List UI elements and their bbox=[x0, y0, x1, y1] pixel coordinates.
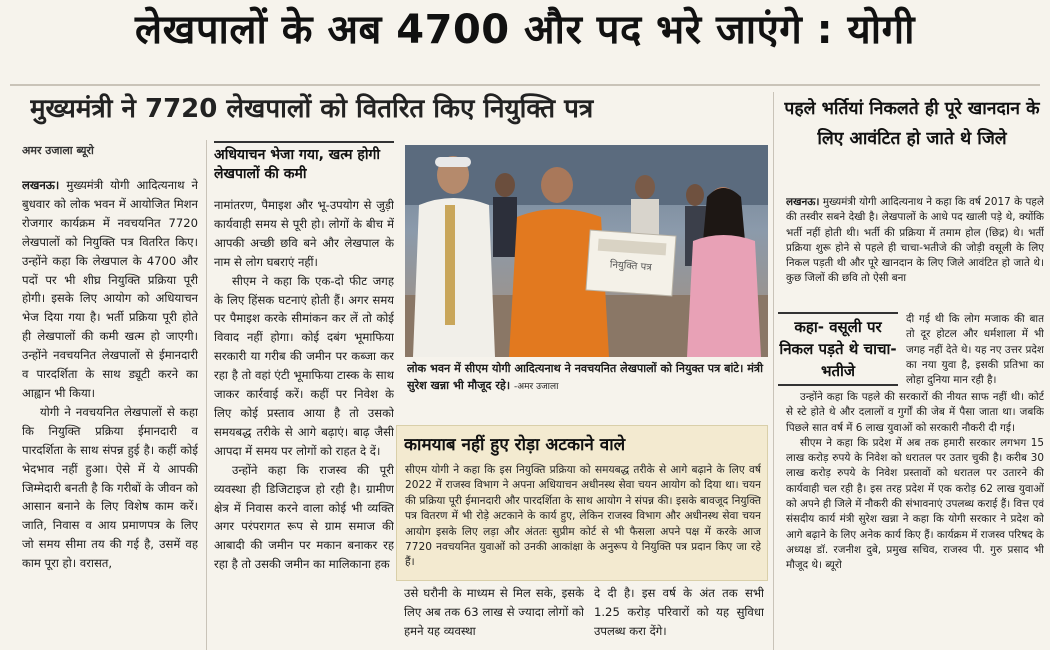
column-2-heading: अधियाचन भेजा गया, खत्म होगी लेखपालों की कमी bbox=[214, 141, 394, 184]
attendee-head bbox=[686, 184, 704, 206]
column-divider-2 bbox=[773, 92, 774, 650]
person-stole bbox=[445, 205, 455, 325]
headline-divider bbox=[10, 84, 1040, 86]
attendee-head bbox=[495, 173, 515, 197]
pull-quote: कहा- वसूली पर निकल पड़ते थे चाचा-भतीजे bbox=[778, 312, 898, 386]
recipient-hair bbox=[703, 188, 745, 241]
right-story-heading: पहले भर्तियां निकलते ही पूरे खानदान के लिए आवंटित हो जाते थे जिले bbox=[784, 99, 1040, 149]
photo-caption bbox=[407, 360, 767, 396]
col1-paragraph-1 bbox=[22, 176, 198, 403]
right-dateline: लखनऊ। bbox=[786, 196, 820, 208]
photo-illustration bbox=[405, 145, 768, 357]
right-story-text-side: दी गई थी कि लोग मजाक की बात तो दूर होटल और धर्मशाला में भी जगह नहीं देते थे। यह नए उत्तर प्रदेश का नया युवा है, इसकी प्रतिभा का लोहा दुनिया मान रही है। bbox=[906, 313, 1044, 387]
right-story-text-bottom bbox=[786, 390, 1044, 650]
right-story-paragraph-2: उन्होंने कहा कि पहले की सरकारों की नीयत साफ नहीं थी। कोर्ट से स्टे होते थे और दलालों व गुर्गों की जेब में पैसा जाता था। जबकि पिछले सात वर्ष में 6 लाख युवाओं को सरकारी नौकरी दी गई। bbox=[786, 391, 1044, 434]
highlight-text: सीएम योगी ने कहा कि इस नियुक्ति प्रक्रिया को समयबद्ध तरीके से आगे बढ़ाने के लिए वर्ष 2022 में राजस्व विभाग ने अपना अधियाचन अधीनस्थ सेवा चयन आयोग को दिया था। चयन की प्रक्रिया पूरी ईमानदारी और पारदर्शिता के साथ आयोग ने संपन्न की। इसके बावजूद नियुक्ति पत्र वितरण में भी रोड़े अटकाने के कार्य हुए, लेकिन राजस्व विभाग और अधीनस्थ सेवा चयन आयोग इसके लिए लड़ा और अंततः सुप्रीम कोर्ट से भी फैसला अपने पक्ष में करके आज 7720 नवचयनित युवाओं को उनकी आकांक्षा के अनुरूप ये नियुक्ति पत्र प्रदान किए जा रहे हैं। bbox=[405, 464, 761, 569]
dateline: लखनऊ। bbox=[22, 178, 60, 192]
person-hair bbox=[435, 157, 471, 167]
event-photo bbox=[405, 145, 768, 357]
col2-paragraph-2: सीएम ने कहा कि एक-दो फीट जगह के लिए हिंसक घटनाएं होती हैं। अगर समय पर पैमाइश करके सीमांकन कर लें तो कोई विवाद नहीं होगा। कोई दबंग भूमाफिया सरकारी या गरीब की जमीन पर कब्जा कर रहा है तो वहां एंटी भूमाफिया टास्क के साथ जाकर कार्रवाई करें। कहीं पर निवेश के लिए कोई प्रस्ताव आया है तो उसको समयबद्ध तरीके से आगे बढ़ाएं। बाढ़ जैसी आपदा में समय पर लोगों को राहत दे दें। bbox=[214, 273, 394, 458]
column-divider-1 bbox=[206, 140, 207, 650]
col2-paragraph-3: उन्होंने कहा कि राजस्व की पूरी व्यवस्था ही डिजिटाइज हो रही है। ग्रामीण क्षेत्र में निवास करने वाला कोई भी व्यक्ति अगर परंपरागत रूप से ग्राम समाज की आबादी की जमीन पर मकान बनाकर रह रहा है तो उसकी जमीन का मालिकाना हक bbox=[214, 462, 394, 572]
column-2-text bbox=[214, 196, 394, 650]
attendee-head bbox=[635, 175, 655, 199]
right-story-paragraph-1: मुख्यमंत्री योगी आदित्यनाथ ने कहा कि वर्ष 2017 के पहले की तस्वीर सबने देखी है। लेखपालों के आधे पद खाली पड़े थे, क्योंकि भर्ती नहीं होती थी। भर्ती की प्रक्रिया में तमाम होल (छिद्र) थे। भर्ती प्रक्रिया शुरू होने से पहले ही चाचा-भतीजे की जोड़ी वसूली के लिए निकल पड़ती थी और पूरे खानदान के लिए जिले आवंटित हो जाते थे। कुछ जिलों की छवि तो ऐसी बना bbox=[786, 196, 1044, 285]
col2-paragraph-1: नामांतरण, पैमाइश और भू-उपयोग से जुड़ी कार्यवाही समय से पूरी हो। लोगों के बीच में आपकी अच्छी छवि बने और लेखपाल के नाम से लोग घबराएं नहीं। bbox=[214, 198, 394, 269]
headline: लेखपालों के अब 4700 और पद भरे जाएंगे : योगी bbox=[134, 7, 916, 53]
recipient-dress bbox=[687, 235, 761, 357]
photo-caption-text: लोक भवन में सीएम योगी आदित्यनाथ ने नवचयनित लेखपालों को नियुक्त पत्र बांटे। मंत्री सुरेश खन्ना भी मौजूद रहे। bbox=[407, 362, 763, 392]
byline: अमर उजाला ब्यूरो bbox=[22, 144, 94, 157]
attendee-body bbox=[493, 197, 517, 257]
bottom-text-left: उसे घरौनी के माध्यम से मिल सके, इसके लिए अब तक 63 लाख से ज्यादा लोगों को हमने यह व्यवस्था bbox=[404, 586, 584, 638]
right-story-paragraph-3: सीएम ने कहा कि प्रदेश में अब तक हमारी सरकार लगभग 15 लाख करोड़ रुपये के निवेश को धरातल पर उतार चुकी है। करीब 30 लाख करोड़ रुपये के निवेश प्रस्तावों को धरातल पर उतारने की कार्यवाही चल रही है। इस तरह प्रदेश में एक करोड़ 62 लाख युवाओं को अपने ही जिले में नौकरी की संभावनाएं उपलब्ध कराई हैं। वित्त एवं संसदीय कार्य मंत्री सुरेश खन्ना ने कहा कि योगी सरकार ने प्रदेश को आगे बढ़ाने के लिए अनेक कार्य किए हैं। कार्यक्रम में राजस्व परिषद के अध्यक्ष डॉ. रजनीश दुबे, प्रमुख सचिव, राजस्व पी. गुरु प्रसाद भी मौजूद थे। ब्यूरो bbox=[786, 436, 1044, 572]
highlight-heading: कामयाब नहीं हुए रोड़ा अटकाने वाले bbox=[404, 435, 626, 455]
right-story-text-top bbox=[786, 195, 1044, 307]
photo-credit: -अमर उजाला bbox=[514, 382, 559, 392]
col1-paragraph-2: योगी ने नवचयनित लेखपालों से कहा कि नियुक्ति प्रक्रिया ईमानदारी व पारदर्शिता के साथ संपन्न हुई है। कहीं कोई भेदभाव नहीं हुआ। ऐसे में ये आपकी जिम्मेदारी बनती है कि गरीबों के जीवन को आसान बनाने के लिए विशेष काम करें। जाति, निवास व आय प्रमाणपत्र के लिए जो समय सीमा तय की गई है, उसमें वह काम पूरा हो। वरासत, bbox=[22, 404, 198, 571]
bottom-text-right: दे दी है। इस वर्ष के अंत तक सभी 1.25 करोड़ परिवारों को यह सुविधा उपलब्ध करा देंगे। bbox=[594, 586, 764, 638]
col1-paragraph-1-text: मुख्यमंत्री योगी आदित्यनाथ ने बुधवार को लोक भवन में आयोजित मिशन रोजगार कार्यक्रम में नवचयनित 7720 लेखपालों को नियुक्ति पत्र वितरित किए। उन्होंने कहा कि लेखपाल के 4700 और पदों पर भी शीघ्र नियुक्ति प्रक्रिया पूरी होगी। इसके लिए आयोग को अधियाचन भेज दिया गया है। भर्ती प्रक्रिया पूरी होते ही लेखपालों की कमी खत्म हो जाएगी। उन्होंने नवचयनित लेखपालों से ईमानदारी व पारदर्शिता के साथ ड्यूटी करने का आह्वान भी किया। bbox=[22, 178, 198, 400]
cm-head bbox=[541, 167, 573, 203]
certificate-text: नियुक्ति पत्र bbox=[609, 259, 653, 274]
column-1-text bbox=[22, 176, 198, 650]
subheadline: मुख्यमंत्री ने 7720 लेखपालों को वितरित किए नियुक्ति पत्र bbox=[30, 94, 594, 124]
